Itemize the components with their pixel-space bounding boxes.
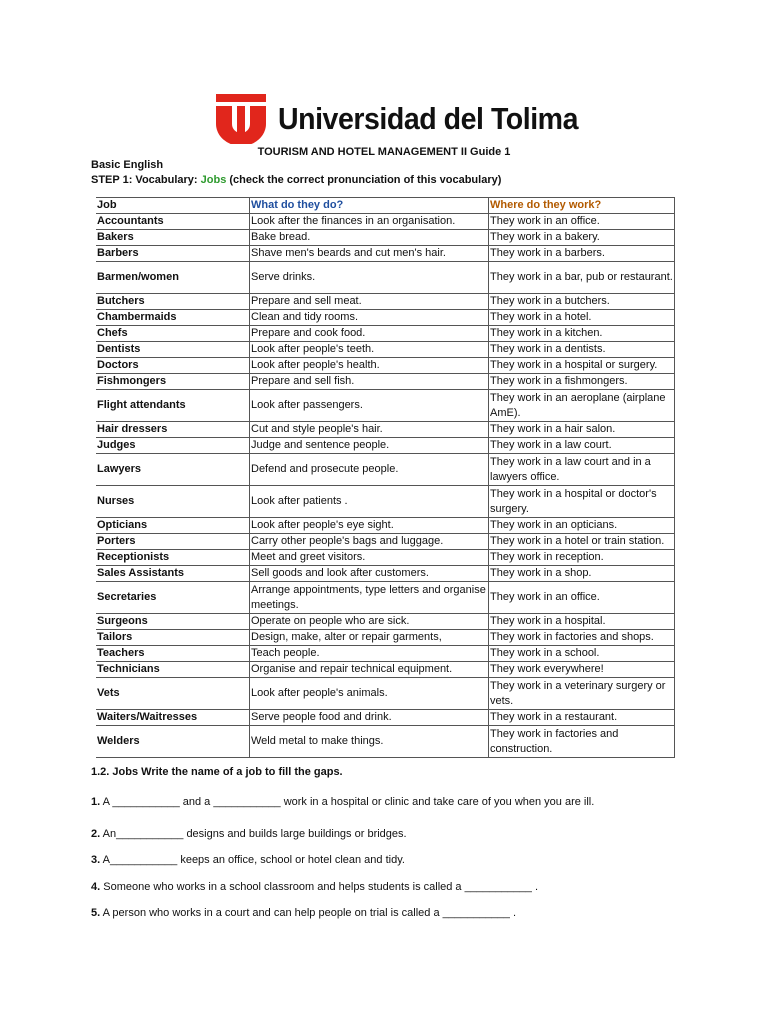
where-cell: They work in an office. <box>489 582 675 614</box>
job-cell: Bakers <box>96 230 250 246</box>
does-cell: Prepare and sell meat. <box>250 294 489 310</box>
table-row <box>96 566 675 582</box>
does-cell: Serve drinks. <box>250 262 489 294</box>
question-number: 2. <box>91 828 101 840</box>
header-job: Job <box>96 198 250 214</box>
does-cell: Judge and sentence people. <box>250 438 489 454</box>
course-name: Basic English <box>91 159 164 171</box>
where-cell: They work in a hospital. <box>489 614 675 630</box>
table-row <box>96 726 675 758</box>
question-text: A person who works in a court and can help people on trial is called a ___________ . <box>100 907 517 919</box>
job-cell: Judges <box>96 438 250 454</box>
subheading <box>91 158 501 188</box>
where-cell: They work in a butchers. <box>489 294 675 310</box>
does-cell: Shave men's beards and cut men's hair. <box>250 246 489 262</box>
university-name: Universidad del Tolima <box>278 101 578 136</box>
table-row <box>96 486 675 518</box>
job-cell: Waiters/Waitresses <box>96 710 250 726</box>
question-number: 5. <box>91 907 101 919</box>
job-cell: Surgeons <box>96 614 250 630</box>
step-highlight: Jobs <box>200 174 227 186</box>
does-cell: Look after the finances in an organisation. <box>250 214 489 230</box>
job-cell: Opticians <box>96 518 250 534</box>
job-cell: Chefs <box>96 326 250 342</box>
job-cell: Secretaries <box>96 582 250 614</box>
table-row <box>96 342 675 358</box>
table-row <box>96 630 675 646</box>
where-cell: They work in reception. <box>489 550 675 566</box>
table-row <box>96 550 675 566</box>
job-cell: Sales Assistants <box>96 566 250 582</box>
table-row <box>96 614 675 630</box>
job-cell: Barmen/women <box>96 262 250 294</box>
does-cell: Defend and prosecute people. <box>250 454 489 486</box>
job-cell: Porters <box>96 534 250 550</box>
table-row <box>96 246 675 262</box>
does-cell: Organise and repair technical equipment. <box>250 662 489 678</box>
does-cell: Prepare and sell fish. <box>250 374 489 390</box>
where-cell: They work in a bar, pub or restaurant. <box>489 262 675 294</box>
job-cell: Teachers <box>96 646 250 662</box>
table-row <box>96 294 675 310</box>
job-cell: Doctors <box>96 358 250 374</box>
job-cell: Chambermaids <box>96 310 250 326</box>
job-cell: Lawyers <box>96 454 250 486</box>
header-where: Where do they work? <box>489 198 675 214</box>
where-cell: They work in a hotel. <box>489 310 675 326</box>
step-line <box>91 173 501 188</box>
table-row <box>96 390 675 422</box>
does-cell: Sell goods and look after customers. <box>250 566 489 582</box>
step-prefix: STEP 1: Vocabulary: <box>91 174 201 186</box>
table-row <box>96 310 675 326</box>
question-number: 1. <box>91 796 101 808</box>
jobs-table <box>96 197 675 758</box>
question-text: Someone who works in a school classroom and helps students is called a ___________ . <box>100 881 539 893</box>
does-cell: Look after people's eye sight. <box>250 518 489 534</box>
table-row <box>96 454 675 486</box>
question-text: A ___________ and a ___________ work in a hospital or clinic and take care of you when you are ill. <box>100 796 595 808</box>
where-cell: They work in a school. <box>489 646 675 662</box>
table-row <box>96 582 675 614</box>
does-cell: Look after people's health. <box>250 358 489 374</box>
where-cell: They work in a dentists. <box>489 342 675 358</box>
does-cell: Meet and greet visitors. <box>250 550 489 566</box>
does-cell: Clean and tidy rooms. <box>250 310 489 326</box>
table-row <box>96 710 675 726</box>
job-cell: Vets <box>96 678 250 710</box>
table-row <box>96 230 675 246</box>
does-cell: Look after patients . <box>250 486 489 518</box>
question-number: 4. <box>91 881 101 893</box>
job-cell: Technicians <box>96 662 250 678</box>
does-cell: Look after people's animals. <box>250 678 489 710</box>
question-item <box>91 907 516 919</box>
table-row <box>96 662 675 678</box>
job-cell: Barbers <box>96 246 250 262</box>
where-cell: They work in an office. <box>489 214 675 230</box>
question-text: A___________ keeps an office, school or hotel clean and tidy. <box>100 854 405 866</box>
does-cell: Operate on people who are sick. <box>250 614 489 630</box>
table-row <box>96 438 675 454</box>
where-cell: They work in a hair salon. <box>489 422 675 438</box>
header-what: What do they do? <box>250 198 489 214</box>
does-cell: Bake bread. <box>250 230 489 246</box>
question-item <box>91 881 538 893</box>
where-cell: They work in factories and construction. <box>489 726 675 758</box>
does-cell: Look after people's teeth. <box>250 342 489 358</box>
job-cell: Welders <box>96 726 250 758</box>
table-row <box>96 326 675 342</box>
does-cell: Design, make, alter or repair garments, <box>250 630 489 646</box>
does-cell: Prepare and cook food. <box>250 326 489 342</box>
does-cell: Carry other people's bags and luggage. <box>250 534 489 550</box>
job-cell: Tailors <box>96 630 250 646</box>
where-cell: They work everywhere! <box>489 662 675 678</box>
table-row <box>96 422 675 438</box>
job-cell: Accountants <box>96 214 250 230</box>
question-item <box>91 796 594 808</box>
job-cell: Butchers <box>96 294 250 310</box>
table-row <box>96 518 675 534</box>
where-cell: They work in a fishmongers. <box>489 374 675 390</box>
exercise-heading: 1.2. Jobs Write the name of a job to fill the gaps. <box>91 766 343 778</box>
university-logo <box>216 92 604 146</box>
job-cell: Nurses <box>96 486 250 518</box>
where-cell: They work in a barbers. <box>489 246 675 262</box>
university-emblem-icon <box>216 94 266 144</box>
table-row <box>96 374 675 390</box>
where-cell: They work in a restaurant. <box>489 710 675 726</box>
table-header-row <box>96 198 675 214</box>
table-row <box>96 534 675 550</box>
where-cell: They work in factories and shops. <box>489 630 675 646</box>
table-row <box>96 214 675 230</box>
job-cell: Dentists <box>96 342 250 358</box>
where-cell: They work in a kitchen. <box>489 326 675 342</box>
where-cell: They work in a hospital or doctor's surgery. <box>489 486 675 518</box>
does-cell: Serve people food and drink. <box>250 710 489 726</box>
does-cell: Arrange appointments, type letters and organise meetings. <box>250 582 489 614</box>
where-cell: They work in a veterinary surgery or vets. <box>489 678 675 710</box>
does-cell: Weld metal to make things. <box>250 726 489 758</box>
question-item <box>91 828 407 840</box>
table-row <box>96 678 675 710</box>
guide-title: TOURISM AND HOTEL MANAGEMENT II Guide 1 <box>257 146 511 158</box>
where-cell: They work in a shop. <box>489 566 675 582</box>
where-cell: They work in a hospital or surgery. <box>489 358 675 374</box>
where-cell: They work in a bakery. <box>489 230 675 246</box>
does-cell: Look after passengers. <box>250 390 489 422</box>
where-cell: They work in a law court and in a lawyers office. <box>489 454 675 486</box>
question-text: An___________ designs and builds large buildings or bridges. <box>100 828 407 840</box>
where-cell: They work in an aeroplane (airplane AmE). <box>489 390 675 422</box>
step-suffix: (check the correct pronunciation of this vocabulary) <box>226 174 502 186</box>
job-cell: Fishmongers <box>96 374 250 390</box>
job-cell: Hair dressers <box>96 422 250 438</box>
job-cell: Receptionists <box>96 550 250 566</box>
table-row <box>96 358 675 374</box>
where-cell: They work in a law court. <box>489 438 675 454</box>
does-cell: Teach people. <box>250 646 489 662</box>
table-row <box>96 262 675 294</box>
where-cell: They work in a hotel or train station. <box>489 534 675 550</box>
job-cell: Flight attendants <box>96 390 250 422</box>
does-cell: Cut and style people's hair. <box>250 422 489 438</box>
question-item <box>91 854 405 866</box>
question-number: 3. <box>91 854 101 866</box>
table-row <box>96 646 675 662</box>
where-cell: They work in an opticians. <box>489 518 675 534</box>
